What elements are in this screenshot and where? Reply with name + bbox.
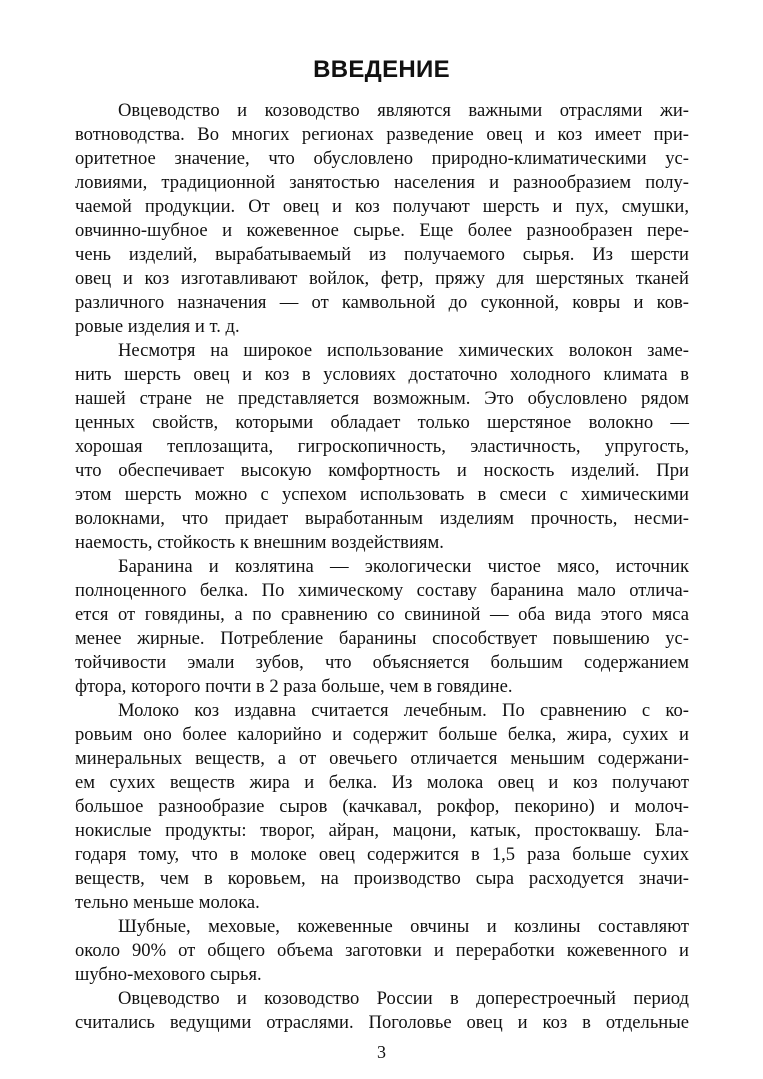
text-line: чень изделий, вырабатываемый из получаемого сырья. Из шерсти: [75, 244, 689, 265]
text-line: около 90% от общего объема заготовки и переработки кожевенного и: [75, 940, 689, 961]
text-line: оритетное значение, что обусловлено природно-климатическими ус-: [75, 148, 689, 169]
text-line: фтора, которого почти в 2 раза больше, чем в говядине.: [75, 676, 513, 697]
text-line: овчинно-шубное и кожевенное сырье. Еще более разнообразен пере-: [75, 220, 689, 241]
text-line: наемость, стойкость к внешним воздействиям.: [75, 532, 444, 553]
text-line: овец и коз изготавливают войлок, фетр, пряжу для шерстяных тканей: [75, 268, 689, 289]
text-line: ловиями, традиционной занятостью населения и разнообразием полу-: [75, 172, 689, 193]
text-line: тельно меньше молока.: [75, 892, 260, 913]
text-line: шубно-мехового сырья.: [75, 964, 262, 985]
text-line: минеральных веществ, а от овечьего отличается меньшим содержани-: [75, 748, 689, 769]
text-line: ем сухих веществ жира и белка. Из молока овец и коз получают: [75, 772, 689, 793]
text-line: большое разнообразие сыров (качкавал, рокфор, пекорино) и молоч-: [75, 796, 689, 817]
text-line: менее жирные. Потребление баранины способствует повышению ус-: [75, 628, 689, 649]
text-line: полноценного белка. По химическому составу баранина мало отлича-: [75, 580, 689, 601]
text-line: ценных свойств, которыми обладает только шерстяное волокно —: [75, 412, 689, 433]
text-line: нить шерсть овец и коз в условиях достаточно холодного климата в: [75, 364, 689, 385]
text-line: чаемой продукции. От овец и коз получают шерсть и пух, смушки,: [75, 196, 689, 217]
page-title: ВВЕДЕНИЕ: [313, 56, 450, 83]
text-line: волокнами, что придает выработанным изделиям прочность, несми-: [75, 508, 689, 529]
text-line: ется от говядины, а по сравнению со свининой — оба вида этого мяса: [75, 604, 689, 625]
page-number: 3: [377, 1042, 386, 1062]
text-line: Овцеводство и козоводство являются важными отраслями жи-: [118, 100, 689, 121]
text-line: считались ведущими отраслями. Поголовье овец и коз в отдельные: [75, 1012, 689, 1033]
text-line: нокислые продукты: творог, айран, мацони, катык, простоквашу. Бла-: [75, 820, 689, 841]
text-line: нашей стране не представляется возможным. Это обусловлено рядом: [75, 388, 689, 409]
text-line: различного назначения — от камвольной до суконной, ковры и ков-: [75, 292, 689, 313]
text-line: что обеспечивает высокую комфортность и носкость изделий. При: [75, 460, 689, 481]
text-line: хорошая теплозащита, гигроскопичность, эластичность, упругость,: [75, 436, 689, 457]
text-line: веществ, чем в коровьем, на производство сыра расходуется значи-: [75, 868, 689, 889]
text-line: Молоко коз издавна считается лечебным. По сравнению с ко-: [118, 700, 689, 721]
text-line: тойчивости эмали зубов, что объясняется большим содержанием: [75, 652, 689, 673]
text-line: годаря тому, что в молоке овец содержится в 1,5 раза больше сухих: [75, 844, 689, 865]
text-line: ровые изделия и т. д.: [75, 316, 240, 337]
text-line: Шубные, меховые, кожевенные овчины и козлины составляют: [118, 916, 689, 937]
text-line: вотноводства. Во многих регионах разведение овец и коз имеет при-: [75, 124, 689, 145]
text-line: Баранина и козлятина — экологически чистое мясо, источник: [118, 556, 689, 577]
text-line: Овцеводство и козоводство России в доперестроечный период: [118, 988, 689, 1009]
text-line: Несмотря на широкое использование химических волокон заме-: [118, 340, 689, 361]
text-line: ровьим оно более калорийно и содержит больше белка, жира, сухих и: [75, 724, 689, 745]
text-line: этом шерсть можно с успехом использовать в смеси с химическими: [75, 484, 689, 505]
